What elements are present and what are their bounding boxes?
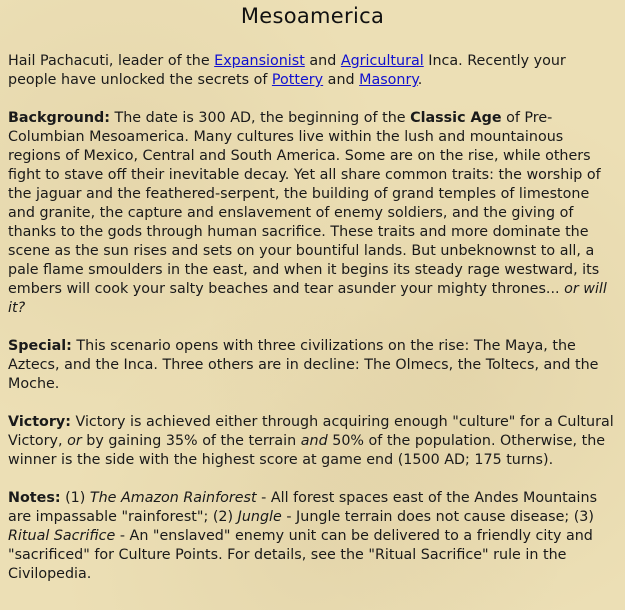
note-jungle-title: Jungle <box>237 509 282 525</box>
intro-text: Hail Pachacuti, leader of the <box>8 53 215 69</box>
notes-label: Notes: <box>8 490 61 506</box>
victory-text: Victory is achieved either through acquiring enough "culture" for a Cultural Victory, <box>8 414 614 449</box>
background-text: of Pre-Columbian Mesoamerica. Many cultures live within the lush and mountainous regions of Mexico, Central and South America. Some are on the rise, while others fight to stave off their inevitable decay. Yet all share common traits: the worship of the jaguar and the feathered-serpent, the building of grand temples of limestone and granite, the capture and enslavement of enemy soldiers, and the giving of thanks to the gods through human sacrifice. These traits and more dominate the scene as the sun rises and sets on your bountiful lands. But unbeknownst to all, a pale flame smoulders in the east, and when it begins its steady rage westward, its embers will cook your salty beaches and tear asunder your mighty thrones... <box>8 110 601 297</box>
victory-text: by gaining 35% of the terrain <box>81 433 301 449</box>
victory-text: 50% of the population. Otherwise, the winner is the side with the highest score at game end (1500 AD; 175 turns). <box>8 433 606 468</box>
victory-and-text: and <box>300 433 328 449</box>
background-paragraph <box>8 109 617 318</box>
intro-text: Inca. Recently your people have unlocked the secrets of <box>8 53 566 88</box>
agricultural-link[interactable]: Agricultural <box>340 53 424 69</box>
expansionist-link[interactable]: Expansionist <box>214 53 305 69</box>
page-title: Mesoamerica <box>240 4 385 28</box>
note-ritual-sacrifice-title: Ritual Sacrifice <box>8 528 116 544</box>
notes-text: - An "enslaved" enemy unit can be delivered to a friendly city and "sacrificed" for Culture Points. For details, see the "Ritual Sacrifice" rule in the Civilopedia. <box>8 528 593 582</box>
classic-age-text: Classic Age <box>410 110 502 126</box>
special-paragraph <box>8 337 617 394</box>
victory-label: Victory: <box>8 414 71 430</box>
notes-text: - Jungle terrain does not cause disease; (3) <box>281 509 594 525</box>
notes-paragraph <box>8 489 617 584</box>
pottery-link[interactable]: Pottery <box>271 72 324 88</box>
victory-paragraph <box>8 413 617 470</box>
intro-text: and <box>304 53 341 69</box>
notes-text: (1) <box>60 490 90 506</box>
intro-paragraph <box>8 52 617 90</box>
notes-text: - All forest spaces east of the Andes Mountains are impassable "rainforest"; (2) <box>8 490 598 525</box>
background-label: Background: <box>8 110 110 126</box>
background-ending-text: or will it? <box>8 281 607 316</box>
intro-text: and <box>323 72 360 88</box>
special-label: Special: <box>8 338 72 354</box>
background-text: The date is 300 AD, the beginning of the <box>109 110 411 126</box>
masonry-link[interactable]: Masonry <box>359 72 418 88</box>
special-text: This scenario opens with three civilizations on the rise: The Maya, the Aztecs, and the Inca. Three others are in decline: The Olmecs, the Toltecs, and the Moche. <box>8 338 599 392</box>
victory-or-text: or <box>67 433 82 449</box>
note-amazon-rainforest-title: The Amazon Rainforest <box>89 490 257 506</box>
intro-text: . <box>417 72 423 88</box>
